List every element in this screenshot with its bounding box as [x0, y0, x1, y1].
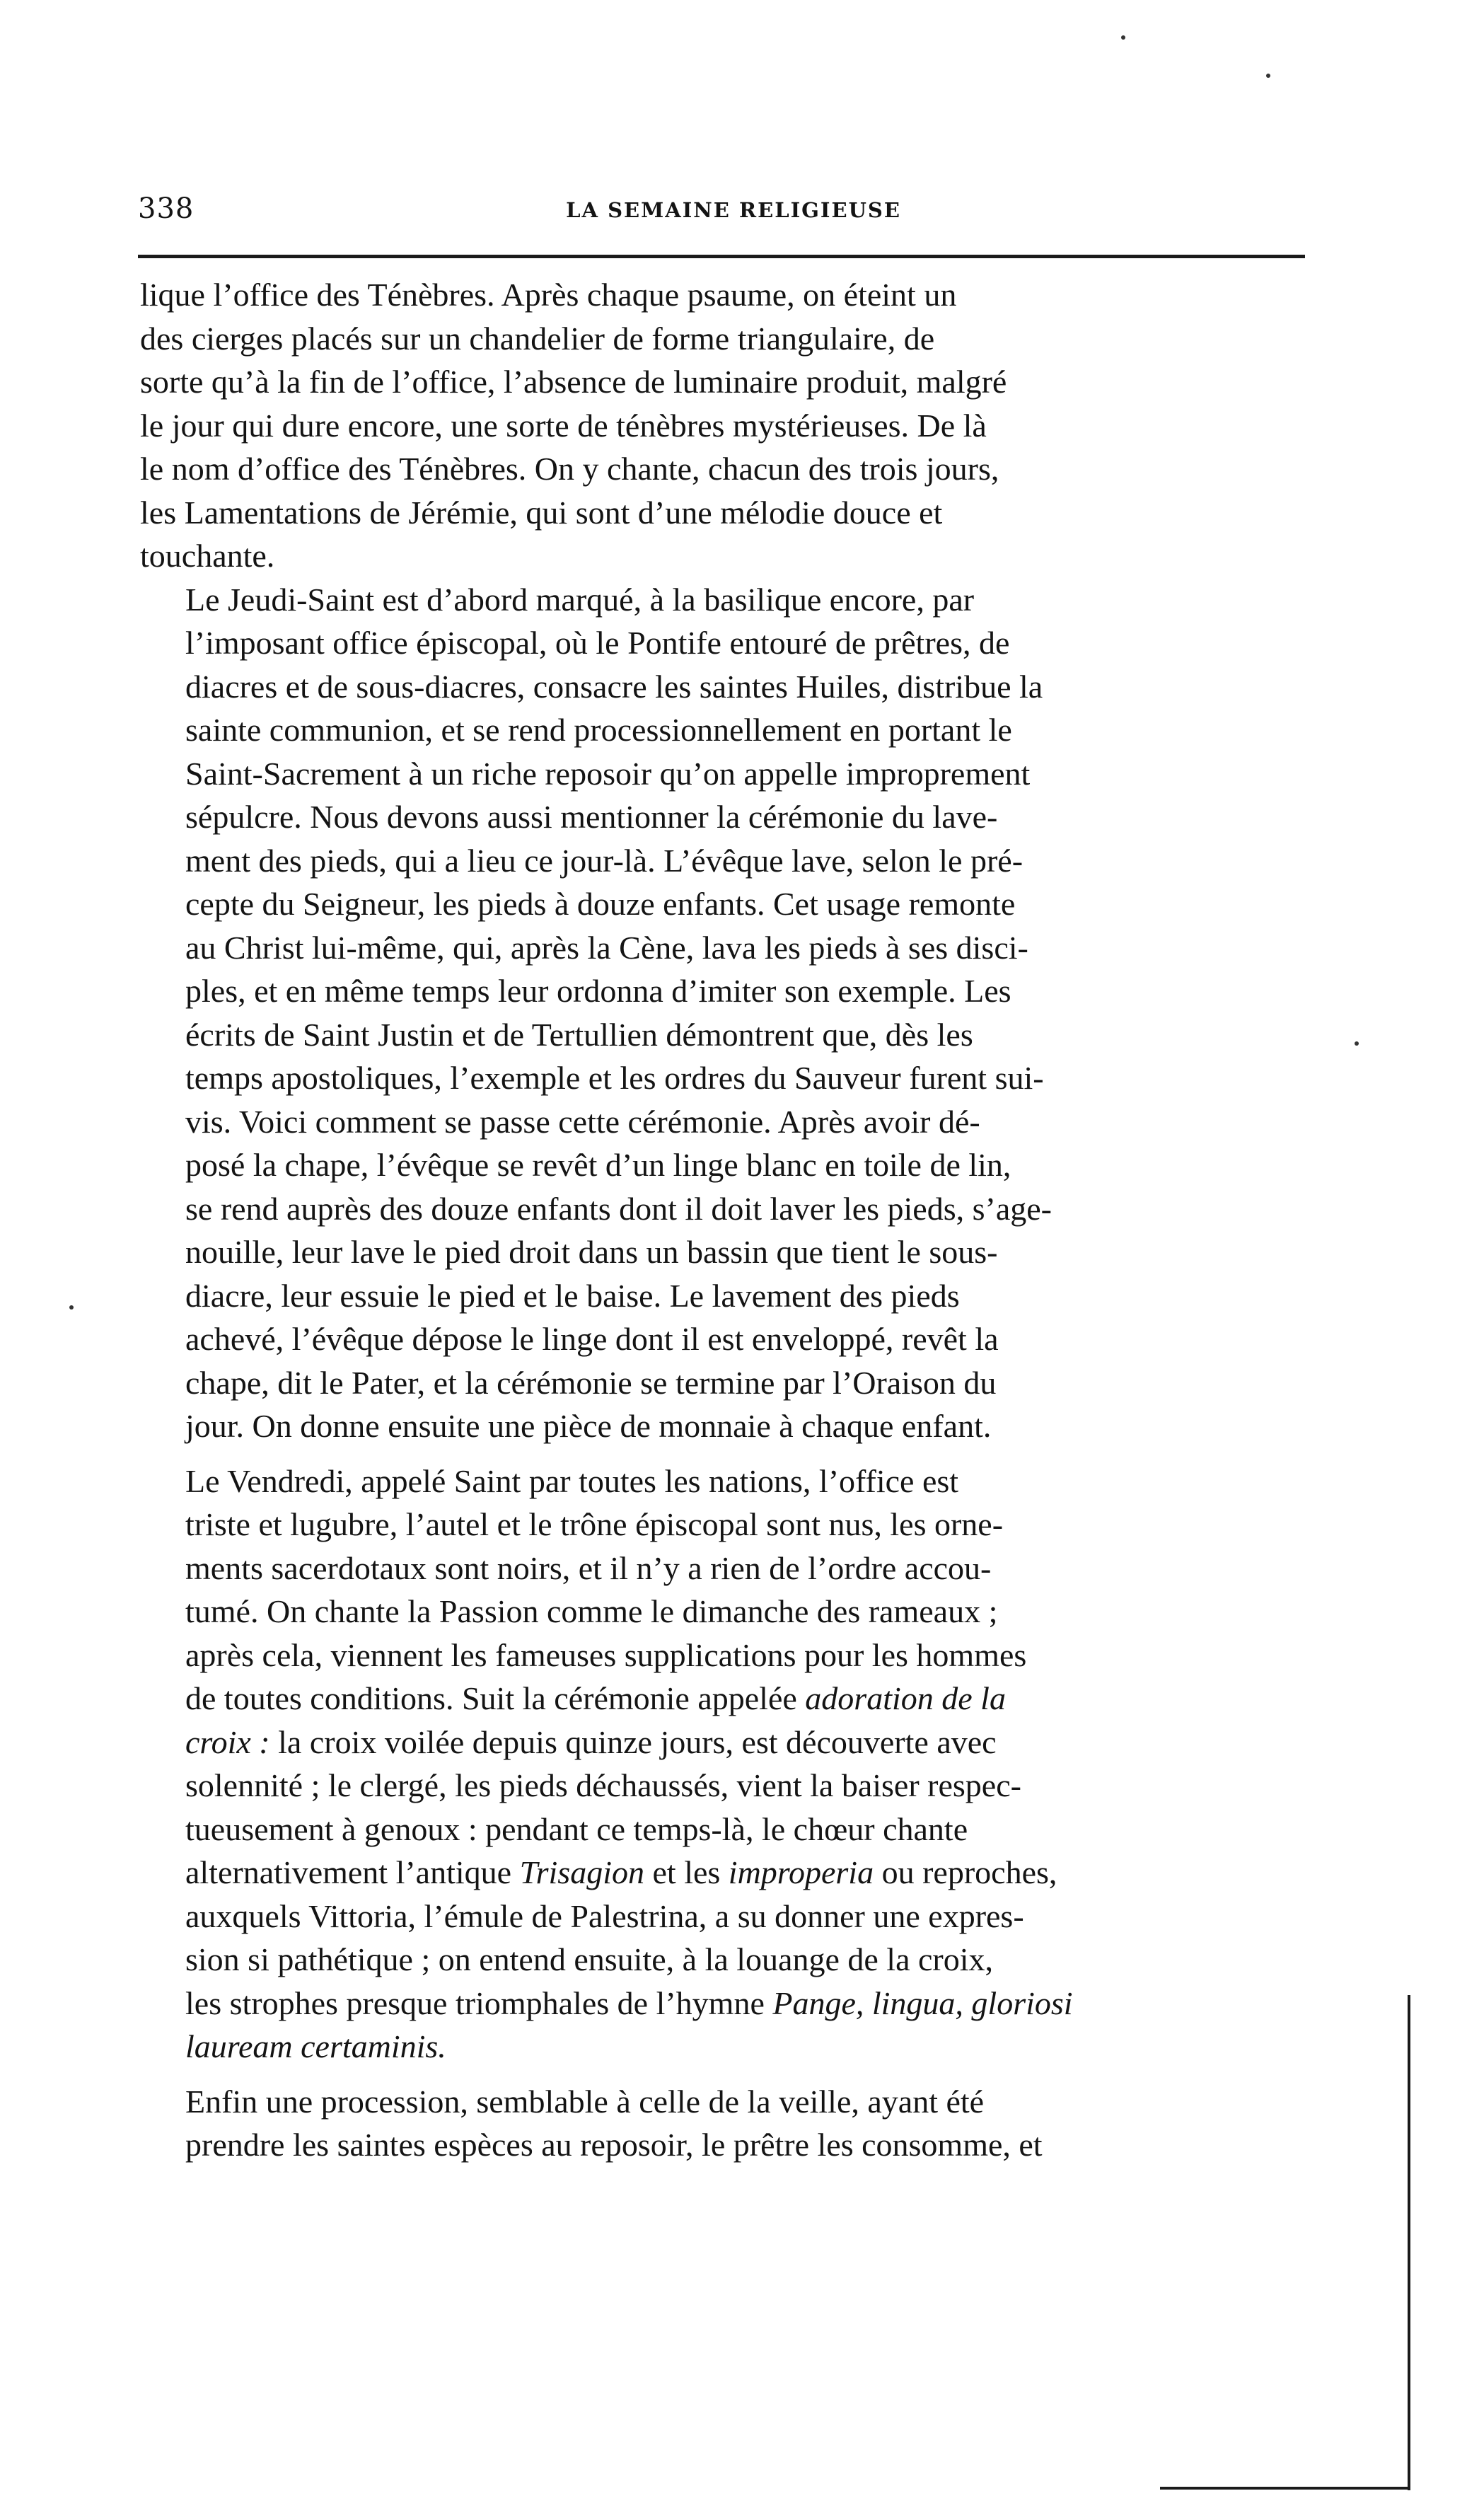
running-title: LA SEMAINE RELIGIEUSE [566, 198, 901, 222]
text-line [140, 969, 1304, 1013]
italic-text: lauream certaminis. [185, 2028, 446, 2064]
text-line [140, 882, 1304, 926]
bottom-rule [1160, 2487, 1410, 2490]
text-line [140, 665, 1304, 709]
text-segment: écrits de Saint Justin et de Tertullien démontrent que, dès les [185, 1016, 973, 1053]
text-line [140, 317, 1304, 361]
text-line [140, 1361, 1304, 1405]
text-segment: Le Jeudi-Saint est d’abord marqué, à la basilique encore, par [185, 581, 975, 618]
margin-rule [1408, 1995, 1410, 2490]
text-segment: le jour qui dure encore, une sorte de ténèbres mystérieuses. De là [140, 407, 987, 444]
speck [69, 1305, 74, 1310]
paragraph [140, 1460, 1304, 2069]
text-line [140, 273, 1304, 317]
text-segment: de toutes conditions. Suit la cérémonie appelée [185, 1680, 806, 1716]
text-line [140, 839, 1304, 883]
text-line [140, 1230, 1304, 1274]
text-segment: les Lamentations de Jérémie, qui sont d’une mélodie douce et [140, 494, 943, 531]
text-segment: sorte qu’à la fin de l’office, l’absence de luminaire produit, malgré [140, 364, 1007, 400]
text-line [140, 1938, 1304, 1982]
text-line [140, 447, 1304, 491]
text-line [140, 1274, 1304, 1318]
text-segment: les strophes presque triomphales de l’hymne [185, 1984, 773, 2021]
text-line [140, 1851, 1304, 1895]
text-segment: ment des pieds, qui a lieu ce jour-là. L’évêque lave, selon le pré- [185, 842, 1024, 879]
text-segment: temps apostoliques, l’exemple et les ordres du Sauveur furent sui- [185, 1060, 1044, 1096]
text-segment: triste et lugubre, l’autel et le trône épiscopal sont nus, les orne- [185, 1506, 1004, 1542]
text-segment: lique l’office des Ténèbres. Après chaque psaume, on éteint un [140, 277, 957, 313]
text-segment: l’imposant office épiscopal, où le Pontife entouré de prêtres, de [185, 625, 1010, 661]
text-segment: prendre les saintes espèces au reposoir, le prêtre les consomme, et [185, 2127, 1043, 2163]
text-segment: ou reproches, [874, 1854, 1057, 1890]
text-line [140, 2123, 1304, 2167]
speck [1121, 35, 1125, 40]
text-line [140, 795, 1304, 839]
text-line [140, 1808, 1304, 1851]
text-line [140, 621, 1304, 665]
text-segment: diacre, leur essuie le pied et le baise. Le lavement des pieds [185, 1277, 960, 1314]
text-segment: des cierges placés sur un chandelier de forme triangulaire, de [140, 320, 935, 357]
text-line [140, 1634, 1304, 1677]
text-line [140, 1100, 1304, 1144]
text-segment: achevé, l’évêque dépose le linge dont il est enveloppé, revêt la [185, 1321, 999, 1357]
speck [1355, 1041, 1359, 1046]
italic-text: Pange, lingua, gloriosi [772, 1984, 1073, 2021]
text-segment: la croix voilée depuis quinze jours, est découverte avec [269, 1723, 997, 1760]
italic-text: improperia [728, 1854, 874, 1890]
paragraph [140, 2080, 1304, 2167]
text-segment: solennité ; le clergé, les pieds déchaussés, vient la baiser respec- [185, 1767, 1021, 1803]
text-line [140, 1503, 1304, 1547]
italic-text: Trisagion [519, 1854, 644, 1890]
text-line [140, 1547, 1304, 1590]
text-segment: se rend auprès des douze enfants dont il doit laver les pieds, s’age- [185, 1190, 1052, 1227]
text-line [140, 1404, 1304, 1448]
text-segment: Le Vendredi, appelé Saint par toutes les nations, l’office est [185, 1462, 959, 1499]
paragraph [140, 578, 1304, 1448]
italic-text: adoration de la [805, 1680, 1006, 1716]
text-segment: sépulcre. Nous devons aussi mentionner la cérémonie du lave- [185, 799, 998, 835]
text-segment: nouille, leur lave le pied droit dans un bassin que tient le sous- [185, 1234, 998, 1270]
text-segment: Enfin une procession, semblable à celle de la veille, ayant été [185, 2083, 985, 2120]
text-line [140, 1895, 1304, 1938]
text-segment: jour. On donne ensuite une pièce de monnaie à chaque enfant. [185, 1408, 992, 1444]
text-segment: cepte du Seigneur, les pieds à douze enfants. Cet usage remonte [185, 886, 1016, 922]
text-line [140, 1982, 1304, 2025]
text-line [140, 1143, 1304, 1187]
text-segment: au Christ lui-même, qui, après la Cène, lava les pieds à ses disci- [185, 929, 1028, 966]
paragraph [140, 273, 1304, 578]
text-line [140, 2080, 1304, 2124]
text-line [140, 1317, 1304, 1361]
text-line [140, 360, 1304, 404]
text-segment: vis. Voici comment se passe cette cérémonie. Après avoir dé- [185, 1103, 980, 1140]
text-segment: posé la chape, l’évêque se revêt d’un linge blanc en toile de lin, [185, 1147, 1011, 1183]
text-line [140, 752, 1304, 796]
text-line [140, 1677, 1304, 1721]
header-rule [138, 255, 1305, 258]
text-line [140, 1590, 1304, 1634]
text-segment: sainte communion, et se rend processionnellement en portant le [185, 712, 1012, 748]
text-segment: après cela, viennent les fameuses supplications pour les hommes [185, 1636, 1027, 1673]
text-line [140, 1013, 1304, 1057]
text-line [140, 1187, 1304, 1231]
page-number: 338 [138, 192, 195, 225]
text-line [140, 1460, 1304, 1503]
text-segment: ples, et en même temps leur ordonna d’imiter son exemple. Les [185, 973, 1011, 1009]
text-segment: le nom d’office des Ténèbres. On y chante, chacun des trois jours, [140, 451, 999, 487]
text-line [140, 1721, 1304, 1764]
text-segment: sion si pathétique ; on entend ensuite, à la louange de la croix, [185, 1941, 994, 1977]
text-line [140, 1056, 1304, 1100]
text-line [140, 2025, 1304, 2069]
text-segment: touchante. [140, 538, 275, 574]
text-segment: tueusement à genoux : pendant ce temps-là, le chœur chante [185, 1810, 968, 1847]
text-segment: Saint-Sacrement à un riche reposoir qu’on appelle improprement [185, 755, 1031, 792]
text-segment: chape, dit le Pater, et la cérémonie se termine par l’Oraison du [185, 1364, 997, 1401]
text-segment: diacres et de sous-diacres, consacre les saintes Huiles, distribue la [185, 668, 1043, 705]
text-segment: alternativement l’antique [185, 1854, 520, 1890]
text-segment: tumé. On chante la Passion comme le dimanche des rameaux ; [185, 1593, 998, 1629]
text-segment: auxquels Vittoria, l’émule de Palestrina, a su donner une expres- [185, 1897, 1024, 1934]
text-segment: ments sacerdotaux sont noirs, et il n’y a rien de l’ordre accou- [185, 1549, 992, 1586]
speck [1266, 74, 1270, 78]
text-line [140, 926, 1304, 970]
italic-text: croix : [185, 1723, 270, 1760]
text-line [140, 1764, 1304, 1808]
text-line [140, 578, 1304, 622]
body-text [140, 273, 1304, 2167]
text-line [140, 404, 1304, 448]
text-line [140, 708, 1304, 752]
text-line [140, 534, 1304, 578]
text-line [140, 491, 1304, 535]
text-segment: et les [644, 1854, 729, 1890]
